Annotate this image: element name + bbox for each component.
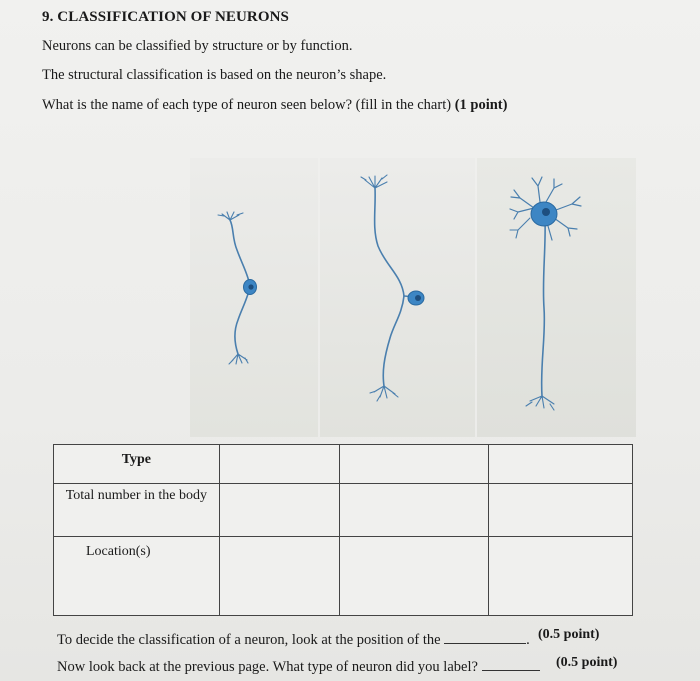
intro-line-1: Neurons can be classified by structure or by function. <box>42 38 353 54</box>
question-2-points: (0.5 point) <box>556 655 618 670</box>
question-2-blank[interactable] <box>482 656 540 671</box>
intro-line-2: The structural classification is based on the neuron’s shape. <box>42 67 387 83</box>
cell-location-2[interactable] <box>339 537 489 616</box>
cell-type-1[interactable] <box>219 445 339 484</box>
neuron-illustrations <box>190 158 636 437</box>
cell-total-2[interactable] <box>339 484 489 537</box>
cell-type-2[interactable] <box>339 445 489 484</box>
instruction-line <box>42 97 507 114</box>
neuron-chart <box>53 444 633 616</box>
cell-location-3[interactable] <box>489 537 633 616</box>
bipolar-neuron <box>361 175 424 401</box>
row-header-location: Location(s) <box>54 537 220 616</box>
chart-row-total <box>54 484 633 537</box>
question-2-text: Now look back at the previous page. What type of neuron did you label? <box>57 659 478 675</box>
row-header-total: Total number in the body <box>54 484 220 537</box>
section-title: 9. CLASSIFICATION OF NEURONS <box>42 9 290 25</box>
question-1-suffix: . <box>526 632 530 648</box>
question-1-blank[interactable] <box>444 629 526 644</box>
row-header-type: Type <box>54 445 220 484</box>
instruction-points: (1 point) <box>454 97 508 113</box>
cell-total-1[interactable] <box>219 484 339 537</box>
cell-total-3[interactable] <box>489 484 633 537</box>
cell-type-3[interactable] <box>489 445 633 484</box>
multipolar-neuron <box>510 177 581 410</box>
cell-location-1[interactable] <box>219 537 339 616</box>
question-2 <box>57 656 540 676</box>
unipolar-neuron <box>218 212 257 364</box>
question-1 <box>57 629 530 649</box>
chart-row-type <box>54 445 633 484</box>
chart-row-location <box>54 537 633 616</box>
question-1-points: (0.5 point) <box>538 627 600 642</box>
instruction-text: What is the name of each type of neuron seen below? (fill in the chart) <box>42 97 455 113</box>
question-1-text: To decide the classification of a neuron, look at the position of the <box>57 632 441 648</box>
neuron-figure <box>190 158 636 437</box>
